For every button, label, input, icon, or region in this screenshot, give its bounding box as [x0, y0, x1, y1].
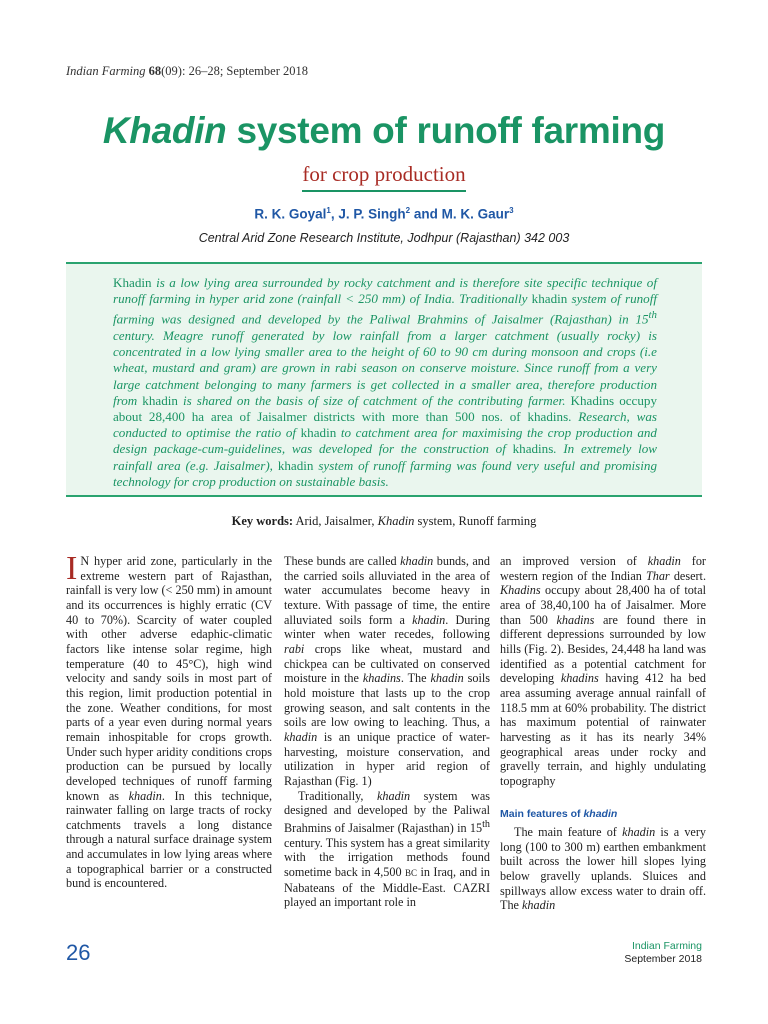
italic-term: khadins — [560, 671, 599, 686]
citation-line — [66, 64, 308, 79]
italic-term: khadin — [400, 554, 434, 568]
abstract-span: . In extremely low rainfall area (e.g. Jaisalmer), — [113, 441, 657, 473]
text-span: are found there in different depressions surrounded by low hills (Fig. 2). Besides, 24,448 ha land was identified as a potential catchment for developing — [500, 612, 706, 686]
keywords-term: Khadin — [377, 514, 415, 528]
citation-rest: (09): 26–28; September 2018 — [161, 64, 308, 78]
small-caps-text: BC — [405, 867, 418, 878]
subtitle-wrapper — [0, 162, 768, 192]
keywords-text: system, Runoff farming — [414, 514, 537, 528]
article-title — [0, 110, 768, 152]
text-span: These bunds are called — [284, 554, 401, 568]
italic-term: khadin — [622, 825, 656, 840]
section-heading — [500, 807, 706, 822]
author-affil-mark: 1 — [326, 206, 331, 215]
author-affil-mark: 2 — [405, 206, 411, 215]
page-number: 26 — [66, 940, 91, 965]
title-keyword: Khadin — [102, 110, 227, 151]
footer — [624, 940, 702, 966]
affiliation: Central Arid Zone Research Institute, Jodhpur (Rajasthan) 342 003 — [198, 231, 570, 245]
paragraph — [284, 554, 490, 789]
body-column-1 — [66, 550, 272, 891]
abstract-box — [66, 262, 702, 497]
author-affil-mark: 3 — [509, 206, 514, 215]
abstract-term: Khadin — [113, 275, 152, 290]
italic-term: khadin — [412, 612, 446, 627]
italic-term: khadin — [522, 898, 556, 913]
abstract-span: Research, was conducted to optimise the ratio of — [113, 408, 657, 441]
abstract-span: century. Meagre runoff generated by low rainfall from a larger catchment (usually rocky) is concentrated in a low lying smaller area to the height of 60 to 90 cm during monsoon and crops (i.e wheat, mustard and gram) are grown in rabi season on conserve moisture. Since runoff from a very large catchment belonging to many farmers is get collected in a smaller area, therefore production from — [113, 327, 657, 408]
abstract-span: is shared on the basis of size of catchment of the contributing farmer. — [177, 392, 571, 408]
text-span: in Iraq, and in Nabateans of the Middle-East. CAZRI played an important role in — [284, 864, 490, 910]
text-span: The main feature of — [514, 825, 623, 840]
text-span: Traditionally, — [298, 788, 377, 803]
author-name: J. P. Singh — [338, 206, 406, 222]
abstract-term: khadins — [512, 441, 554, 457]
author-list — [0, 206, 768, 222]
section-heading-term: khadin — [583, 807, 618, 820]
text-span: an improved version of — [500, 554, 648, 568]
text-span: is a very long (100 to 300 m) earthen embankment built across the lower hill slopes lying below gravelly uplands. Sluices and spillways allow excess water to drain off. The — [500, 825, 706, 913]
text-span: having 412 ha bed area assuming average annual rainfall of 118.5 mm at 60% probability. The district has maximum potential of rainwater harvesting as it has its nearly 34% geographical areas under rocky and gravelly terrain, and highly undulating topography — [500, 671, 706, 788]
author-separator: and — [410, 206, 442, 222]
author-name: M. K. Gaur — [441, 206, 510, 222]
text-span: system was designed and developed by the Paliwal Brahmins of Jaisalmer (Rajasthan) in 15 — [284, 788, 491, 835]
author-name: R. K. Goyal — [254, 206, 327, 222]
text-span: . In this technique, rainwater falling on large tracts of rocky catchments travels a long distance through a natural surface drainage system and accumulates in low lying areas where a topographical barrier or a constructed bund is encountered. — [66, 788, 272, 891]
abstract-span: is a low lying area surrounded by rocky catchment and is therefore site specific technique of runoff farming in hyper arid zone (rainfall < 250 mm) of India. Traditionally — [113, 275, 657, 307]
text-span: for western region of the Indian — [500, 554, 706, 583]
text-span: century. This system has a great similarity with the irrigation methods found sometime back in 4,500 — [284, 835, 490, 879]
text-span: . During winter when water recedes, following — [284, 612, 490, 642]
text-span: occupy about 28,400 ha of total area of 38,40,100 ha of Jaisalmer. More than 500 — [500, 583, 706, 627]
author-separator: , — [330, 206, 339, 222]
footer-journal: Indian Farming — [631, 940, 702, 952]
text-span: soils hold moisture that lasts up to the crop growing season, and salt contents in the soils are low owing to leaching. Thus, a — [284, 671, 490, 730]
body-column-3 — [500, 554, 706, 913]
abstract-span: system of runoff farming was designed and developed by the Paliwal Brahmins of Jaisalmer (Rajasthan) in 15 — [113, 291, 657, 327]
keywords-label: Key words: — [231, 514, 294, 528]
paragraph — [500, 825, 706, 913]
text-span: bunds, and the carried soils alluviated in the area of water accumulates become heavy in texture. With passage of time, the entire alluviated soils form a — [284, 554, 490, 627]
title-rest: system of runoff farming — [226, 110, 666, 151]
drop-cap: I — [66, 550, 78, 587]
abstract-text — [113, 275, 657, 490]
abstract-term: khadin — [300, 425, 337, 441]
text-span: crops like wheat, mustard and chickpea can be cultivated on conserved moisture in the — [284, 641, 490, 686]
text-span: . The — [400, 671, 431, 686]
keywords-text: Arid, Jaisalmer, — [293, 514, 378, 528]
superscript: th — [482, 818, 490, 830]
abstract-term: khadin — [531, 291, 568, 307]
paragraph — [284, 789, 490, 910]
text-span: N hyper arid zone, particularly in the extreme western part of Rajasthan, rainfall is very low (< 250 mm) in amount and its occurrences is highly erratic (CV 40 to 70%). Scarcity of water coupled with other adverse edaphic-climatic factors like intense solar regime, high temperature (40 to 45°C), high wind velocity and sandy soils in most part of this region, limit production potential in the zone. Weather conditions, for most parts of a year even during normal years remain inhospitable for crops growth. Under such hyper aridity conditions crops production can be pursued by locally developed techniques of runoff farming known as — [66, 554, 272, 803]
abstract-upright-span: Khadins occupy about 28,400 ha area of Jaisalmer districts with more than 500 nos. of khadins. — [113, 392, 658, 424]
italic-term: khadin — [376, 788, 411, 803]
citation-journal: Indian Farming — [66, 64, 146, 78]
italic-term: Thar — [645, 568, 670, 583]
abstract-term: khadin — [142, 392, 178, 408]
italic-term: Khadins — [500, 583, 541, 598]
italic-term: khadin — [430, 671, 464, 686]
abstract-span: system of runoff farming was found very useful and promising technology for crop production on sustainable basis. — [113, 457, 657, 489]
text-span: desert. — [669, 568, 706, 583]
citation-volume: 68 — [148, 64, 162, 78]
italic-term: khadins — [556, 612, 595, 627]
italic-term: khadins — [362, 671, 401, 686]
section-heading-text: Main features of — [500, 807, 584, 820]
paragraph — [500, 554, 706, 789]
italic-term: rabi — [284, 641, 305, 656]
abstract-span: to catchment area for maximising the crop production and design package-cum-guidelines, was developed for the construction of — [113, 425, 657, 457]
body-column-2 — [284, 554, 490, 910]
abstract-superscript: th — [648, 309, 657, 322]
article-subtitle: for crop production — [302, 162, 465, 192]
keywords-line — [0, 514, 768, 529]
italic-term: khadin — [128, 788, 162, 803]
abstract-term: khadin — [277, 457, 314, 473]
text-span: is an unique practice of water-harvesting, moisture conservation, and utilization in hyper arid region of Rajasthan (Fig. 1) — [284, 729, 490, 788]
italic-term: khadin — [284, 729, 318, 744]
paragraph — [66, 550, 272, 891]
italic-term: khadin — [647, 554, 681, 568]
footer-date: September 2018 — [624, 953, 702, 965]
